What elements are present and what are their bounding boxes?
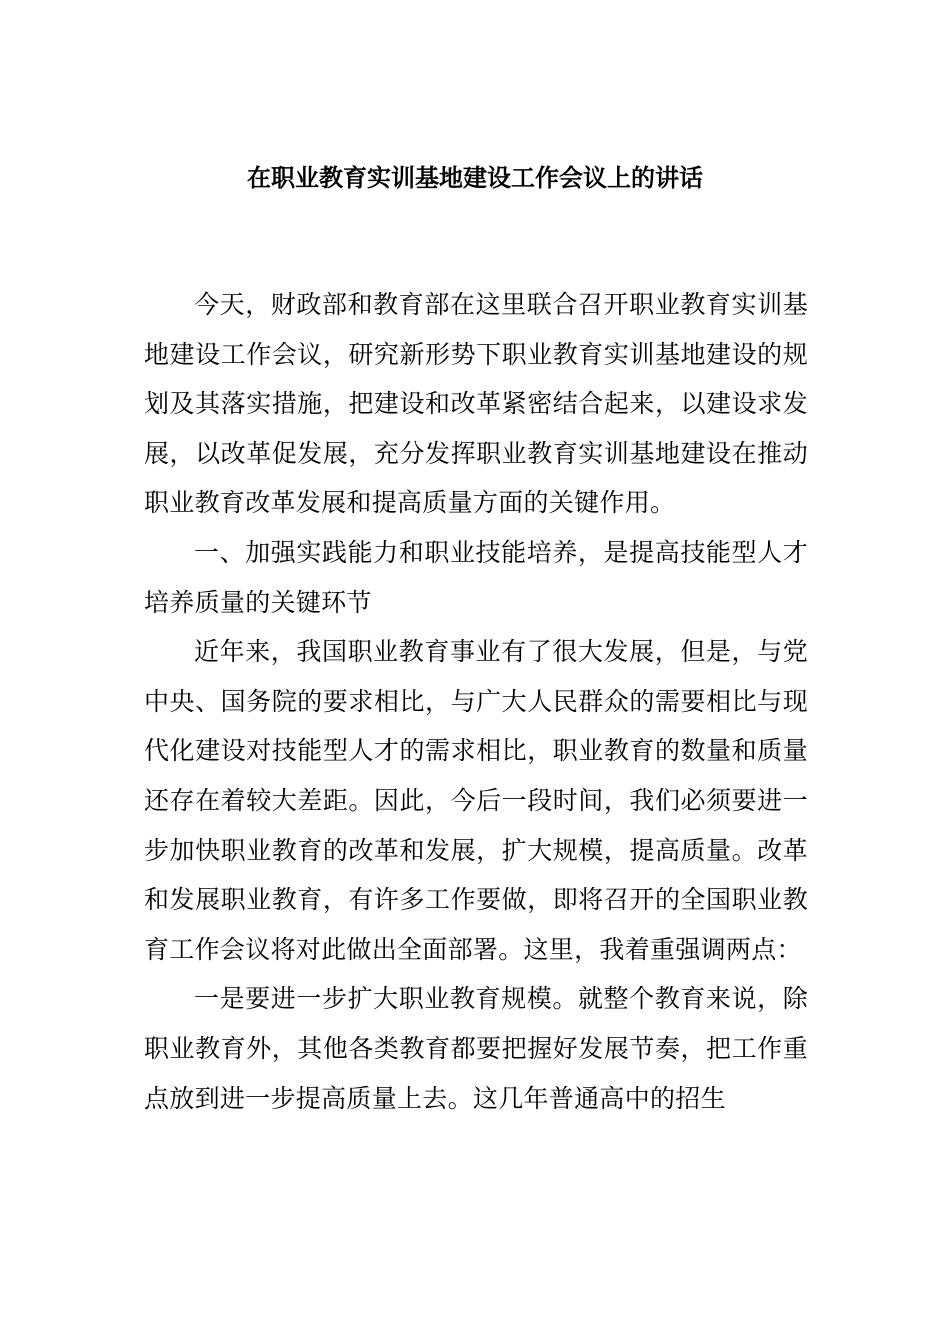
paragraph-point-one: 一是要进一步扩大职业教育规模。就整个教育来说，除职业教育外，其他各类教育都要把握好发展节奏，把工作重点放到进一步提高质量上去。这几年普通高中的招生 [144, 984, 808, 1113]
document-title: 在职业教育实训基地建设工作会议上的讲话 [247, 164, 703, 192]
paragraph-recent-years: 近年来，我国职业教育事业有了很大发展，但是，与党中央、国务院的要求相比，与广大人民群众的需要相比与现代化建设对技能型人才的需求相比，职业教育的数量和质量还存在着较大差距。因此，今后一段时间，我们必须要进一步加快职业教育的改革和发展，扩大规模，提高质量。改革和发展职业教育，有许多工作要做，即将召开的全国职业教育工作会议将对此做出全面部署。这里，我着重强调两点： [144, 637, 808, 964]
document-body [144, 280, 808, 1123]
paragraph-opening: 今天，财政部和教育部在这里联合召开职业教育实训基地建设工作会议，研究新形势下职业教育实训基地建设的规划及其落实措施，把建设和改革紧密结合起来，以建设求发展，以改革促发展，充分发挥职业教育实训基地建设在推动职业教育改革发展和提高质量方面的关键作用。 [144, 290, 808, 518]
paragraph-section-heading: 一、加强实践能力和职业技能培养，是提高技能型人才培养质量的关键环节 [144, 537, 808, 617]
